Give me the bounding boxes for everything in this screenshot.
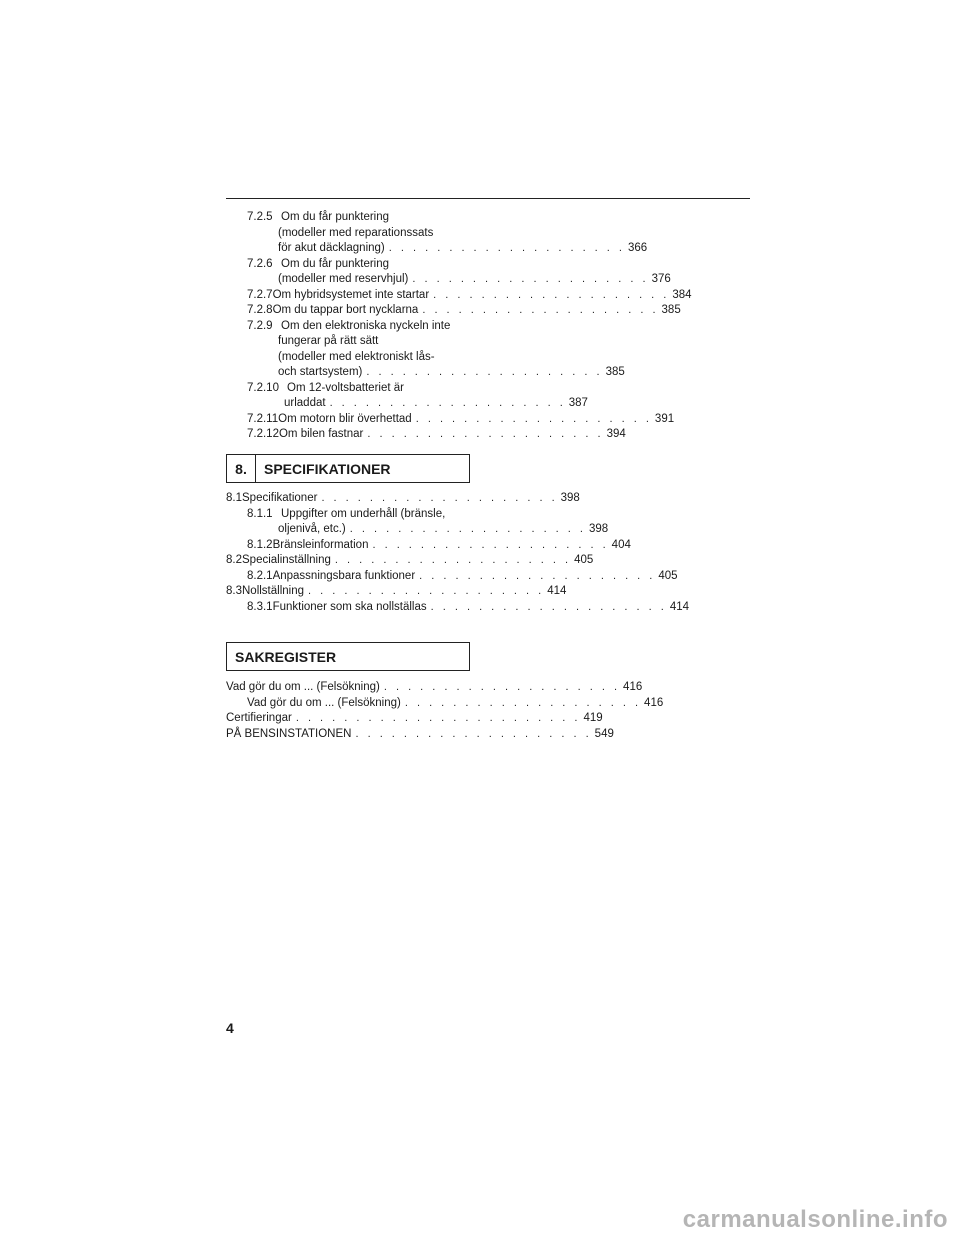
entry-title: Certifieringar (226, 712, 292, 724)
page-ref: 394 (606, 428, 626, 440)
toc-entry-7-2-7[interactable]: 7.2.7 Om hybridsystemet inte startar . . . . . . . . . . . . . . . . . . . . 384 (226, 288, 470, 304)
entry-title: Om bilen fastnar (278, 428, 364, 440)
entry-number: 7.2.7 (247, 288, 273, 301)
section-8-heading[interactable] (226, 454, 470, 483)
entry-title: Om du får punktering (281, 211, 390, 223)
entry-number: 8.1 (226, 492, 242, 504)
entry-title: Om den elektroniska nyckeln inte (281, 319, 451, 332)
entry-title: PÅ BENSINSTATIONEN (226, 727, 352, 740)
page-ref: 404 (611, 538, 631, 551)
entry-number: 7.2.11 (247, 412, 279, 425)
entry-title: Vad gör du om ... (Felsökning) (226, 681, 380, 693)
toc-entry-7-2-11[interactable]: 7.2.11 Om motorn blir överhettad . . . . . . . . . . . . . . . . . . . . 391 (226, 412, 470, 428)
toc-entry-8-3[interactable]: 8.3 Nollställning . . . . . . . . . . . . . . . . . . . . 414 (226, 584, 470, 600)
page-ref: 549 (594, 727, 614, 740)
toc-entry-7-2-10[interactable] (226, 381, 470, 397)
toc-entry-index-3[interactable]: Certifieringar . . . . . . . . . . . . . . . . . . . . . . . . 419 (226, 711, 470, 727)
entry-continuation: och startsystem) . . . . . . . . . . . . . . . . . . . . 385 (226, 365, 470, 381)
page-ref: 405 (574, 554, 594, 566)
toc-entry-8-2-1[interactable]: 8.2.1 Anpassningsbara funktioner . . . . . . . . . . . . . . . . . . . . 405 (226, 569, 470, 585)
top-rule (226, 198, 750, 199)
page-ref: 366 (627, 242, 648, 254)
entry-title: Nollställning (242, 585, 305, 597)
page-ref: 398 (560, 492, 580, 504)
entry-continuation: (modeller med elektroniskt lås- (278, 350, 435, 363)
entry-title: Om hybridsystemet inte startar (272, 288, 430, 301)
entry-continuation: (modeller med reservhjul) . . . . . . . . . . . . . . . . . . . . 376 (226, 272, 470, 288)
toc-entry-7-2-6[interactable] (226, 257, 470, 273)
toc-entry-index-1[interactable]: Vad gör du om ... (Felsökning) . . . . . . . . . . . . . . . . . . . . 416 (226, 680, 470, 696)
entry-title: Vad gör du om ... (Felsökning) (247, 696, 401, 709)
page-ref: 384 (672, 288, 692, 301)
entry-title: Om motorn blir överhettad (278, 412, 412, 425)
entry-number: 7.2.6 (247, 257, 273, 270)
entry-title: Bränsleinformation (272, 538, 369, 551)
page-ref: 419 (583, 712, 603, 724)
page-ref: 414 (547, 585, 567, 597)
entry-title: Om du tappar bort nycklarna (272, 304, 419, 316)
entry-number: 7.2.8 (247, 304, 273, 316)
entry-continuation: för akut däcklagning) . . . . . . . . . . . . . . . . . . . . 366 (226, 241, 470, 257)
toc-entry-8-3-1[interactable]: 8.3.1 Funktioner som ska nollställas . . . . . . . . . . . . . . . . . . . . 414 (226, 600, 470, 616)
toc-entry-7-2-5[interactable] (226, 210, 470, 226)
page-number: 4 (226, 1020, 234, 1036)
page-ref: 398 (588, 523, 609, 535)
entry-title: Om 12-voltsbatteriet är (287, 381, 404, 394)
entry-number: 7.2.12 (247, 428, 279, 440)
page-ref: 414 (669, 600, 690, 613)
page-ref: 416 (623, 681, 643, 693)
toc-section-7 (226, 210, 692, 443)
watermark: carmanualsonline.info (682, 1206, 948, 1233)
toc-entry-7-2-8[interactable]: 7.2.8 Om du tappar bort nycklarna . . . . . . . . . . . . . . . . . . . . 385 (226, 303, 470, 319)
page-ref: 387 (568, 397, 588, 409)
toc-entry-index-2[interactable]: Vad gör du om ... (Felsökning) . . . . . . . . . . . . . . . . . . . . 416 (226, 696, 470, 712)
entry-number: 7.2.9 (247, 319, 273, 332)
entry-continuation: (modeller med reparationssats (278, 226, 434, 239)
toc-entry-8-2[interactable]: 8.2 Specialinställning . . . . . . . . . . . . . . . . . . . . 405 (226, 553, 470, 569)
entry-continuation: urladdat . . . . . . . . . . . . . . . . . . . . 387 (226, 396, 470, 412)
toc-section-8 (226, 491, 690, 615)
index-heading[interactable] (226, 642, 470, 671)
entry-number: 8.3.1 (247, 600, 273, 613)
entry-number: 8.2.1 (247, 569, 273, 582)
page-ref: 416 (644, 696, 664, 709)
entry-title: Om du får punktering (281, 257, 390, 270)
entry-title: Uppgifter om underhåll (bränsle, (281, 507, 446, 520)
toc-entry-7-2-12[interactable]: 7.2.12 Om bilen fastnar . . . . . . . . . . . . . . . . . . . . 394 (226, 427, 470, 443)
page-ref: 385 (661, 304, 681, 316)
entry-number: 8.1.2 (247, 538, 273, 551)
entry-title: Specialinställning (242, 554, 331, 566)
section-title: SAKREGISTER (235, 648, 337, 665)
entry-number: 7.2.10 (247, 381, 279, 394)
entry-number: 8.3 (226, 585, 242, 597)
section-title: SPECIFIKATIONER (264, 460, 391, 477)
toc-entry-8-1-1[interactable] (226, 507, 470, 523)
toc-entry-8-1[interactable]: 8.1 Specifikationer . . . . . . . . . . . . . . . . . . . . 398 (226, 491, 470, 507)
toc-index (226, 680, 664, 742)
entry-number: 7.2.5 (247, 211, 273, 223)
page-ref: 385 (605, 366, 625, 378)
entry-continuation: fungerar på rätt sätt (278, 335, 379, 347)
entry-continuation: oljenivå, etc.) . . . . . . . . . . . . . . . . . . . . 398 (226, 522, 470, 538)
toc-entry-7-2-9[interactable] (226, 319, 470, 335)
toc-entry-index-4[interactable]: PÅ BENSINSTATIONEN . . . . . . . . . . . . . . . . . . . . 549 (226, 727, 470, 743)
page-ref: 376 (651, 273, 671, 285)
entry-title: Specifikationer (242, 492, 318, 504)
toc-entry-8-1-2[interactable]: 8.1.2 Bränsleinformation . . . . . . . . . . . . . . . . . . . . 404 (226, 538, 470, 554)
entry-number: 8.1.1 (247, 507, 273, 520)
entry-number: 8.2 (226, 554, 242, 566)
section-number: 8. (227, 455, 256, 482)
page-ref: 391 (654, 412, 675, 425)
page-ref: 405 (658, 569, 678, 582)
entry-title: Funktioner som ska nollställas (272, 600, 427, 613)
entry-title: Anpassningsbara funktioner (272, 569, 416, 582)
